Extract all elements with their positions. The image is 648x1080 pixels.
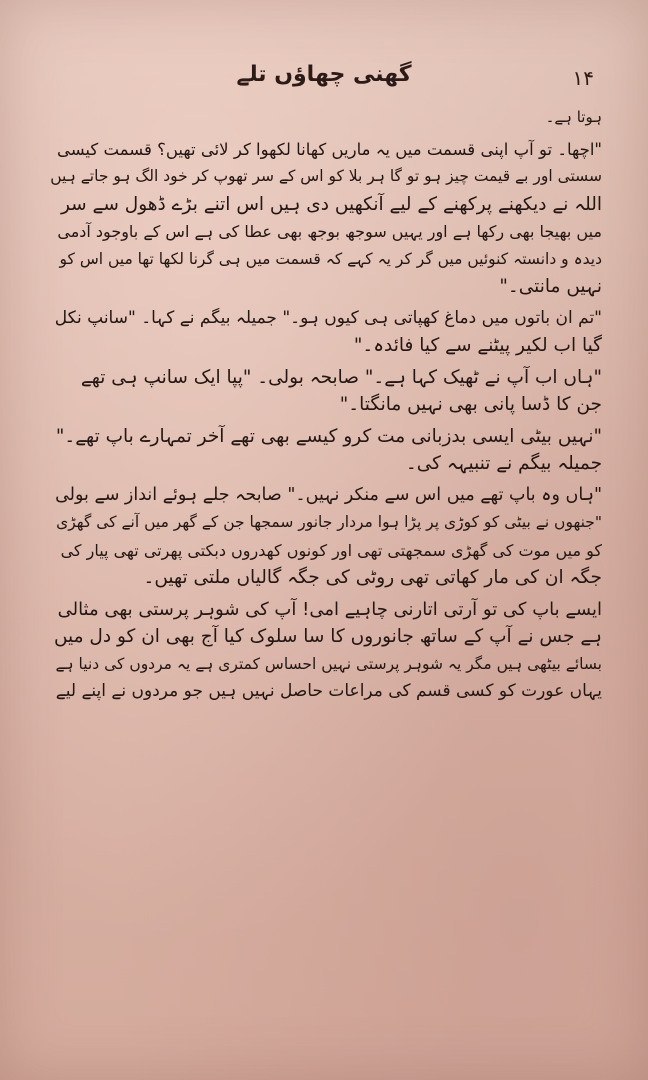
text-line: "تم ان باتوں میں دماغ کھپاتی ہی کیوں ہو۔" جمیلہ بیگم نے کہا۔ "سانپ نکل <box>54 307 602 328</box>
text-line: "جنھوں نے بیٹی کو کوڑی پر پڑا ہوا مردار جانور سمجھا جن کے گھر میں آنے کی گھڑی <box>56 513 602 531</box>
text-line: "اچھا۔ تو آپ اپنی قسمت میں یہ ماریں کھانا لکھوا کر لائی تھیں؟ قسمت کیسی <box>56 139 602 159</box>
text-line: بسائے بیٹھی ہیں مگر یہ شوہر پرستی نہیں احساس کمتری ہے یہ مردوں کی دنیا ہے <box>55 654 602 673</box>
text-line: نہیں مانتی۔" <box>499 276 602 297</box>
page-header <box>0 62 648 102</box>
text-line: ہوتا ہے۔ <box>545 108 602 126</box>
text-line: میں بھیجا بھی رکھا ہے اور یہیں سوجھ بوجھ بھی عطا کی ہے اس کے باوجود آدمی <box>57 222 602 241</box>
paragraph-continuation <box>46 104 602 132</box>
text-line: کو میں موت کی گھڑی سمجھتی تھی اور کونوں کھدروں دبکتی پھرتی تھی پیار کی <box>60 540 602 560</box>
text-line: "نہیں بیٹی ایسی بدزبانی مت کرو کیسے بھی تھے آخر تمہارے باپ تھے۔" <box>55 425 602 447</box>
body-text <box>46 104 602 706</box>
paragraph-father <box>46 482 602 592</box>
text-line: دیدہ و دانستہ کنوئیں میں گر کر یہ کہے کہ قسمت میں ہی گرنا لکھا تھا میں اس کو <box>59 249 602 268</box>
text-line: ایسے باپ کی تو آرتی اتارنی چاہیے امی! آپ کی شوہر پرستی بھی مثالی <box>57 598 602 620</box>
text-line: اللہ نے دیکھنے پرکھنے کے لیے آنکھیں دی ہیں اس اتنے بڑے ڈھول سے سر <box>60 193 602 215</box>
text-line: جن کا ڈسا پانی بھی نہیں مانگتا۔" <box>339 394 602 415</box>
text-line: جگہ ان کی مار کھاتی تھی روٹی کی جگہ گالیاں ملتی تھیں۔ <box>143 567 602 588</box>
text-line: جمیلہ بیگم نے تنبیہہ کی۔ <box>405 453 602 474</box>
paragraph-jamila-reply <box>46 305 602 360</box>
running-title: گھنی چھاؤں تلے <box>236 62 412 87</box>
paragraph-devotion <box>46 596 602 706</box>
paragraph-fate <box>46 136 602 301</box>
text-line: "ہاں اب آپ نے ٹھیک کہا ہے۔" صابحہ بولی۔ "پپا ایک سانپ ہی تھے <box>80 366 602 388</box>
text-line: "ہاں وہ باپ تھے میں اس سے منکر نہیں۔" صابحہ جلے ہوئے انداز سے بولی <box>55 484 602 505</box>
paragraph-warning <box>46 423 602 478</box>
page-number: ۱۴ <box>572 66 594 90</box>
paragraph-sabiha-snake <box>46 364 602 419</box>
text-line: یہاں عورت کو کسی قسم کی مراعات حاصل نہیں ہیں جو مردوں نے اپنے لیے <box>55 681 602 701</box>
text-line: گیا اب لکیر پیٹنے سے کیا فائدہ۔" <box>353 335 602 356</box>
text-line: سستی اور بے قیمت چیز ہو تو گا ہر بلا کو اس کے سر تھوپ کر خود الگ ہو جاتے ہیں <box>50 167 602 185</box>
text-line: ہے جس نے آپ کے ساتھ جانوروں کا سا سلوک کیا آج بھی ان کو دل میں <box>53 626 602 647</box>
